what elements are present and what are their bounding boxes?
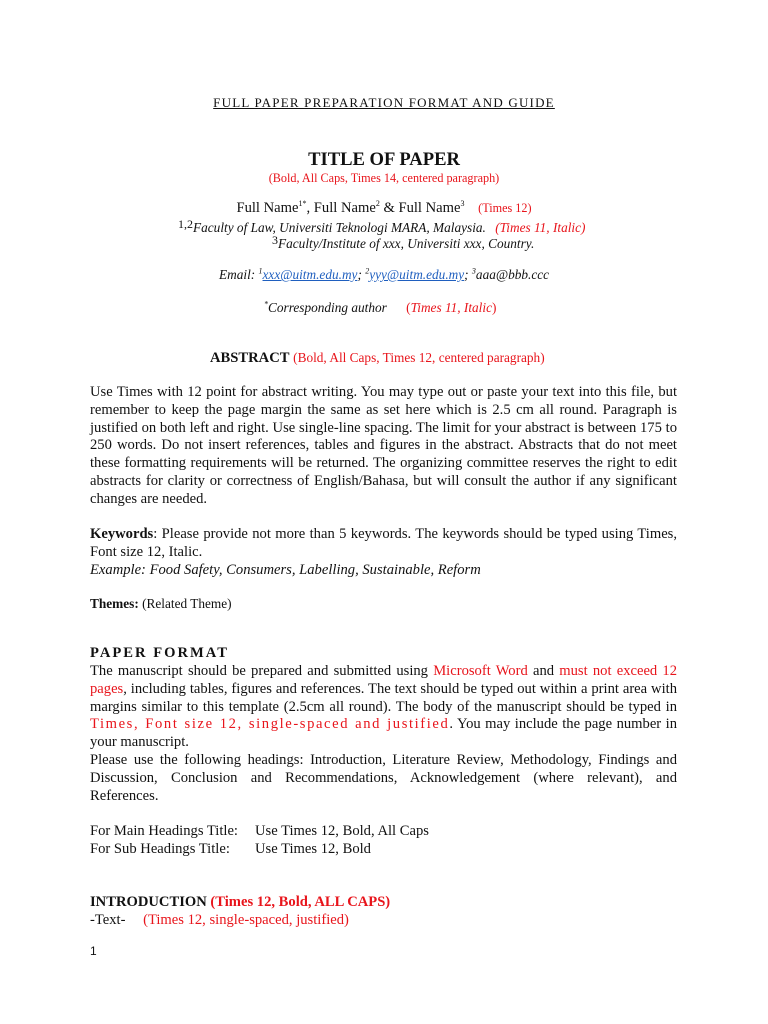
pf-red-microsoft-word: Microsoft Word [433,663,528,679]
pf-text-c: , including tables, figures and references. The text should be typed out within a print area with margins similar to this template (2.5cm all round). The body of the manuscript should be typed in [90,680,677,715]
pf-text-b: and [527,663,560,679]
email-sep-1: ; [357,267,366,282]
email-3-text: aaa@bbb.ccc [475,267,550,282]
affiliation-1-sup: 1,2 [178,217,193,231]
email-1-link[interactable]: xxx@uitm.edu.my [262,267,358,282]
affiliation-2 [272,233,535,252]
corresponding-note-close: ) [491,300,497,315]
page-number: 1 [90,944,97,958]
keywords-example: Example: Food Safety, Consumers, Labelling, Sustainable, Reform [90,562,481,578]
email-sep-2: ; [464,267,472,282]
abstract-heading: ABSTRACT [210,350,290,366]
keywords-paragraph [90,526,677,562]
paper-title-note: (Bold, All Caps, Times 14, centered paragraph) [268,171,500,185]
corresponding-note [406,300,496,315]
abstract-heading-note: (Bold, All Caps, Times 12, centered paragraph) [293,350,545,365]
abstract-heading-line [210,350,545,367]
pf-text-d: . You may include the page number in your manuscript. [90,716,677,751]
paper-title: TITLE OF PAPER [308,149,460,170]
introduction-text: -Text- [90,912,126,928]
paper-format-paragraph-2: Please use the following headings: Introduction, Literature Review, Methodology, Findings and Discussion, Conclusion and Recommendations, Acknowledgement (where relevant), and References. [90,752,677,804]
author-1-sup: 1* [298,199,307,209]
author-3-sup: 3 [460,199,465,209]
paper-format-paragraph-1 [90,663,677,752]
main-headings-value: Use Times 12, Bold, All Caps [255,823,429,839]
email-2-sup: 2 [365,266,370,276]
sub-headings-value: Use Times 12, Bold [255,841,371,857]
author-note: (Times 12) [478,201,532,215]
author-3: & Full Name [379,200,461,216]
affiliation-2-text: Faculty/Institute of xxx, Universiti xxx, Country. [278,236,535,251]
email-1-sup: 1 [258,266,263,276]
keywords-text: : Please provide not more than 5 keywords. The keywords should be typed using Times, Font size 12, Italic. [90,526,677,560]
affiliation-1-text: Faculty of Law, Universiti Teknologi MARA, Malaysia. [193,220,486,235]
themes-text: (Related Theme) [138,596,232,611]
corresponding-note-text: Times 11, Italic [410,300,492,315]
author-2-sup: 2 [375,199,380,209]
introduction-heading-note: (Times 12, Bold, ALL CAPS) [210,894,391,910]
corresponding-note-open: ( [406,300,411,315]
pf-text-a: The manuscript should be prepared and submitted using [90,663,434,679]
introduction-text-note: (Times 12, single-spaced, justified) [143,912,349,928]
pf-red-page-limit: must not exceed 12 pages [90,663,678,697]
affiliation-2-sup: 3 [272,233,278,247]
email-3-sup: 3 [471,266,476,276]
affiliation-1 [178,217,586,236]
email-2-link[interactable]: yyy@uitm.edu.my [369,267,465,282]
sub-headings-rule [90,841,371,859]
sub-headings-label: For Sub Headings Title: [90,841,230,857]
author-line [0,200,768,217]
abstract-text: Use Times with 12 point for abstract writing. You may type out or paste your text into this file, but remember to keep the page margin the same as set here which is 2.5 cm all round. Paragraph is justified on both left and right. Use single-line spacing. The limit for your abstract is between 175 to 250 words. Do not insert references, tables and figures in the abstract. Abstracts that do not meet these formatting requirements will be returned. The organizing committee reserves the right to edit abstracts for clarity or correctness of English/Bahasa, but will consult the author if any significant changes are needed. [90,384,677,507]
author-1: Full Name [236,200,299,216]
themes-line [90,596,232,612]
introduction-heading: INTRODUCTION [90,894,207,910]
header-title: FULL PAPER PREPARATION FORMAT AND GUIDE [213,95,555,110]
introduction-heading-line [90,894,390,912]
corresponding-author [264,300,496,316]
author-2: , Full Name [306,200,376,216]
email-line [219,267,549,283]
pf-red-font-rule: Times, Font size 12, single-spaced and justified [90,716,450,733]
main-headings-label: For Main Headings Title: [90,823,238,839]
corresponding-sup: * [264,299,268,309]
main-headings-rule [90,823,429,841]
themes-label: Themes: [90,596,139,611]
email-label: Email: [219,267,259,282]
paper-format-heading: PAPER FORMAT [90,645,229,661]
introduction-text-line [90,912,349,930]
corresponding-text: Corresponding author [268,300,387,315]
affiliation-1-note: (Times 11, Italic) [495,220,586,235]
keywords-label: Keywords [90,526,154,542]
